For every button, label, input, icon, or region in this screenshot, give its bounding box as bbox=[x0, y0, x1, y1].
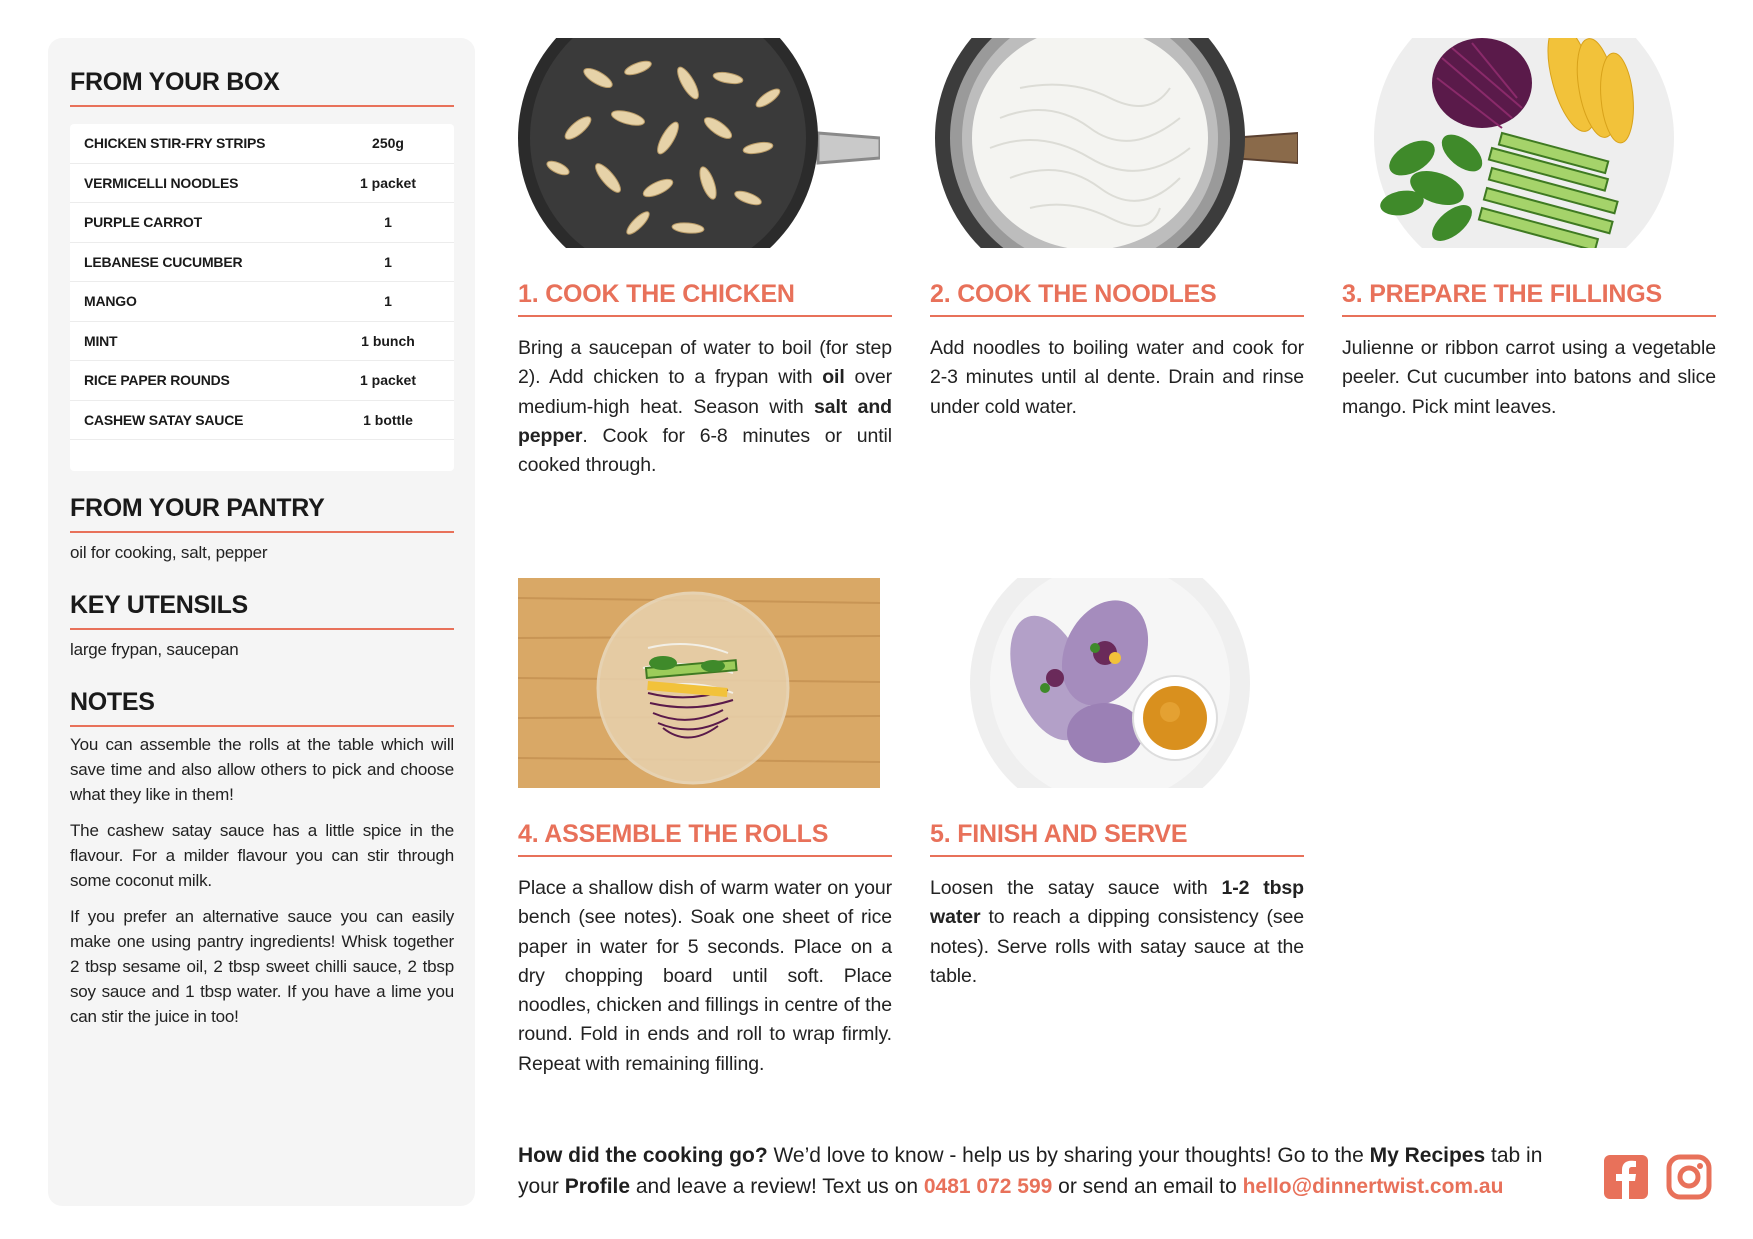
ingredient-row bbox=[70, 401, 454, 441]
ingredient-quantity: 1 bbox=[384, 214, 392, 231]
ingredient-row bbox=[70, 203, 454, 243]
ingredient-name: PURPLE CARROT bbox=[84, 214, 202, 231]
pantry-text: oil for cooking, salt, pepper bbox=[70, 543, 268, 562]
text-segment: over medium-high heat. Season with bbox=[518, 366, 892, 418]
bold-text: My Recipes bbox=[1369, 1144, 1486, 1167]
step-4-photo-assembling-roll bbox=[518, 578, 880, 788]
ingredient-name: MANGO bbox=[84, 293, 137, 310]
ingredient-row bbox=[70, 282, 454, 322]
bold-text: 1-2 tbsp water bbox=[930, 877, 1304, 929]
ingredient-name: CHICKEN STIR-FRY STRIPS bbox=[84, 135, 266, 152]
ingredient-row bbox=[70, 243, 454, 283]
text-segment: Bring a saucepan of water to boil (for step 2). Add chicken to a frypan with bbox=[518, 337, 892, 389]
step-1-title: 1. COOK THE CHICKEN bbox=[518, 280, 892, 317]
text-segment: Julienne or ribbon carrot using a vegetable peeler. Cut cucumber into batons and slice mango. Pick mint leaves. bbox=[1342, 337, 1716, 418]
ingredient-name: MINT bbox=[84, 332, 118, 349]
ingredient-quantity: 1 bbox=[384, 253, 392, 270]
ingredient-quantity: 250g bbox=[372, 135, 404, 152]
ingredient-row bbox=[70, 361, 454, 401]
note-paragraph: You can assemble the rolls at the table which will save time and also allow others to pick and choose what they like in them! bbox=[70, 735, 454, 804]
ingredients-table bbox=[70, 124, 454, 471]
instagram-icon[interactable] bbox=[1666, 1154, 1712, 1200]
step-5-body bbox=[930, 874, 1304, 991]
notes-list bbox=[70, 732, 454, 1040]
step-5-title: 5. FINISH AND SERVE bbox=[930, 820, 1304, 857]
text-segment: We’d love to know - help us by sharing your thoughts! Go to the bbox=[767, 1144, 1370, 1167]
ingredient-name: LEBANESE CUCUMBER bbox=[84, 253, 243, 270]
from-your-box-heading: FROM YOUR BOX bbox=[70, 68, 454, 107]
ingredient-quantity: 1 packet bbox=[359, 372, 417, 389]
step-2-title: 2. COOK THE NOODLES bbox=[930, 280, 1304, 317]
ingredient-quantity: 1 packet bbox=[359, 174, 417, 191]
ingredient-name: RICE PAPER ROUNDS bbox=[84, 372, 230, 389]
step-5-photo-rolls-with-satay bbox=[930, 578, 1292, 788]
note-paragraph: The cashew satay sauce has a little spice in the flavour. For a milder flavour you can stir through some coconut milk. bbox=[70, 821, 454, 890]
bold-text: Profile bbox=[564, 1175, 631, 1198]
text-segment: or send an email to bbox=[1052, 1175, 1243, 1198]
from-your-pantry-heading: FROM YOUR PANTRY bbox=[70, 494, 454, 533]
step-3-title: 3. PREPARE THE FILLINGS bbox=[1342, 280, 1716, 317]
text-segment: tab in your bbox=[518, 1144, 1543, 1198]
text-segment: to reach a dipping consistency (see notes). Serve rolls with satay sauce at the table. bbox=[930, 906, 1304, 987]
contact-link[interactable]: hello@dinnertwist.com.au bbox=[1242, 1175, 1504, 1198]
step-1-photo-chicken-pan bbox=[518, 38, 880, 248]
note-paragraph: If you prefer an alternative sauce you can easily make one using pantry ingredients! Whisk together 2 tbsp sesame oil, 2 tbsp sweet chilli sauce, 2 tbsp soy sauce and 1 tbsp water. If you have a lime you can stir the juice in too! bbox=[70, 907, 454, 1026]
text-segment: Add noodles to boiling water and cook for 2-3 minutes until al dente. Drain and rinse under cold water. bbox=[930, 337, 1304, 418]
bold-text: salt and pepper bbox=[518, 395, 892, 447]
contact-link[interactable]: 0481 072 599 bbox=[923, 1175, 1053, 1198]
ingredient-quantity: 1 bunch bbox=[361, 332, 415, 349]
ingredient-row bbox=[70, 322, 454, 362]
text-segment: Place a shallow dish of warm water on your bench (see notes). Soak one sheet of rice paper in water for 5 seconds. Place on a dry chopping board until soft. Place noodles, chicken and fillings in centre of the round. Fold in ends and roll to wrap firmly. Repeat with remaining filling. bbox=[518, 877, 892, 1075]
ingredient-name: VERMICELLI NOODLES bbox=[84, 174, 239, 191]
step-1-body bbox=[518, 334, 892, 480]
step-2-photo-noodles-strainer bbox=[930, 38, 1298, 248]
ingredient-row bbox=[70, 124, 454, 164]
step-3-body bbox=[1342, 334, 1716, 422]
step-4-title: 4. ASSEMBLE THE ROLLS bbox=[518, 820, 892, 857]
text-segment: . Cook for 6-8 minutes or until cooked through. bbox=[518, 424, 892, 477]
text-segment: Loosen the satay sauce with bbox=[930, 877, 1222, 899]
ingredient-quantity: 1 bbox=[384, 293, 392, 310]
notes-heading: NOTES bbox=[70, 688, 454, 727]
bold-text: How did the cooking go? bbox=[518, 1144, 768, 1167]
key-utensils-heading: KEY UTENSILS bbox=[70, 591, 454, 630]
ingredient-row bbox=[70, 164, 454, 204]
step-4-body bbox=[518, 874, 892, 1079]
step-2-body bbox=[930, 334, 1304, 422]
ingredient-name: CASHEW SATAY SAUCE bbox=[84, 411, 244, 428]
facebook-icon[interactable] bbox=[1603, 1154, 1649, 1200]
sidebar-panel bbox=[48, 38, 475, 1206]
bold-text: oil bbox=[822, 366, 845, 389]
feedback-footer-text bbox=[518, 1140, 1568, 1202]
step-3-photo-fillings-plate bbox=[1342, 38, 1704, 248]
ingredient-quantity: 1 bottle bbox=[363, 411, 413, 428]
text-segment: and leave a review! Text us on bbox=[630, 1175, 924, 1198]
utensils-text: large frypan, saucepan bbox=[70, 640, 239, 659]
